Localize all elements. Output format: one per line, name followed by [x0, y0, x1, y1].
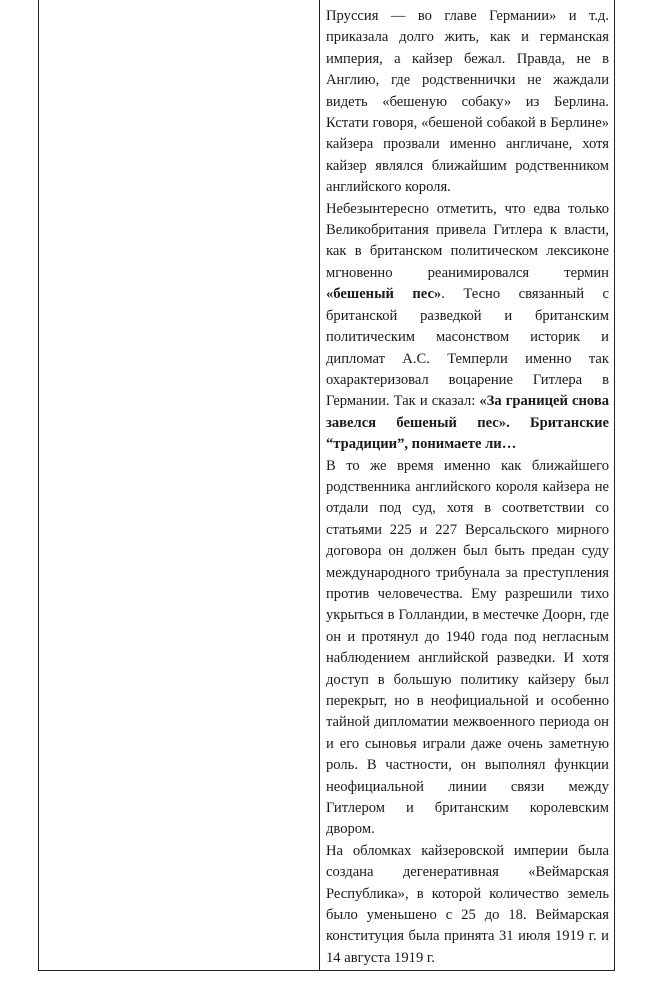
paragraph-2-bold-quote: «За границей снова завелся бешеный пес». Британские “традиции”, понимаете ли… [326, 393, 609, 453]
document-table [38, 0, 615, 971]
paragraph-2-text-a: Небезынтересно отметить, что едва только Великобритания привела Гитлера к власти, как в британском политическом лексиконе мгновенно реанимировался термин [326, 200, 609, 281]
paragraph-4-text: На обломках кайзеровской империи была создана дегенеративная «Веймарская Республика», в которой количество земель было уменьшено с 25 до 18. Веймарская конституция была принята 31 июля 1919 г. и 14 августа 1919 г. [326, 842, 609, 966]
paragraph-1-text: Пруссия — во главе Германии» и т.д. приказала долго жить, как и германская империя, а кайзер бежал. Правда, не в Англию, где родственнички не жаждали видеть «бешеную собаку» из Берлина. Кстати говоря, «бешеной собакой в Берлине» кайзера прозвали именно англичане, хотя кайзер являлся ближайшим родственником английского короля. [326, 8, 609, 196]
paragraph-4 [326, 841, 609, 969]
column-divider [319, 0, 320, 970]
text-column [326, 6, 609, 969]
paragraph-3-text: В то же время именно как ближайшего родственника английского короля кайзера не отдали под суд, хотя в соответствии со статьями 225 и 227 Версальского мирного договора он должен был быть предан суду международного трибунала за преступления против человечества. Ему разрешили тихо укрыться в Голландии, в местечке Доорн, где он и протянул до 1940 года под негласным наблюдением английской разведки. И хотя доступ в большую политику кайзеру был перекрыт, но в неофициальной и особенно тайной дипломатии межвоенного периода он и его сыновья играли даже очень заметную роль. В частности, он выполнял функции неофициальной линии связи между Гитлером и британским королевским двором. [326, 457, 609, 838]
paragraph-2 [326, 199, 609, 456]
empty-left-column [39, 0, 319, 970]
paragraph-1 [326, 6, 609, 199]
paragraph-3 [326, 456, 609, 841]
paragraph-2-text-b: . Тесно связанный с британской разведкой и британским политическим масонством историк и дипломат А.С. Темперли именно так охарактеризовал воцарение Гитлера в Германии. Так и сказал: [326, 286, 609, 410]
paragraph-2-bold-term: «бешеный пес» [326, 286, 442, 303]
